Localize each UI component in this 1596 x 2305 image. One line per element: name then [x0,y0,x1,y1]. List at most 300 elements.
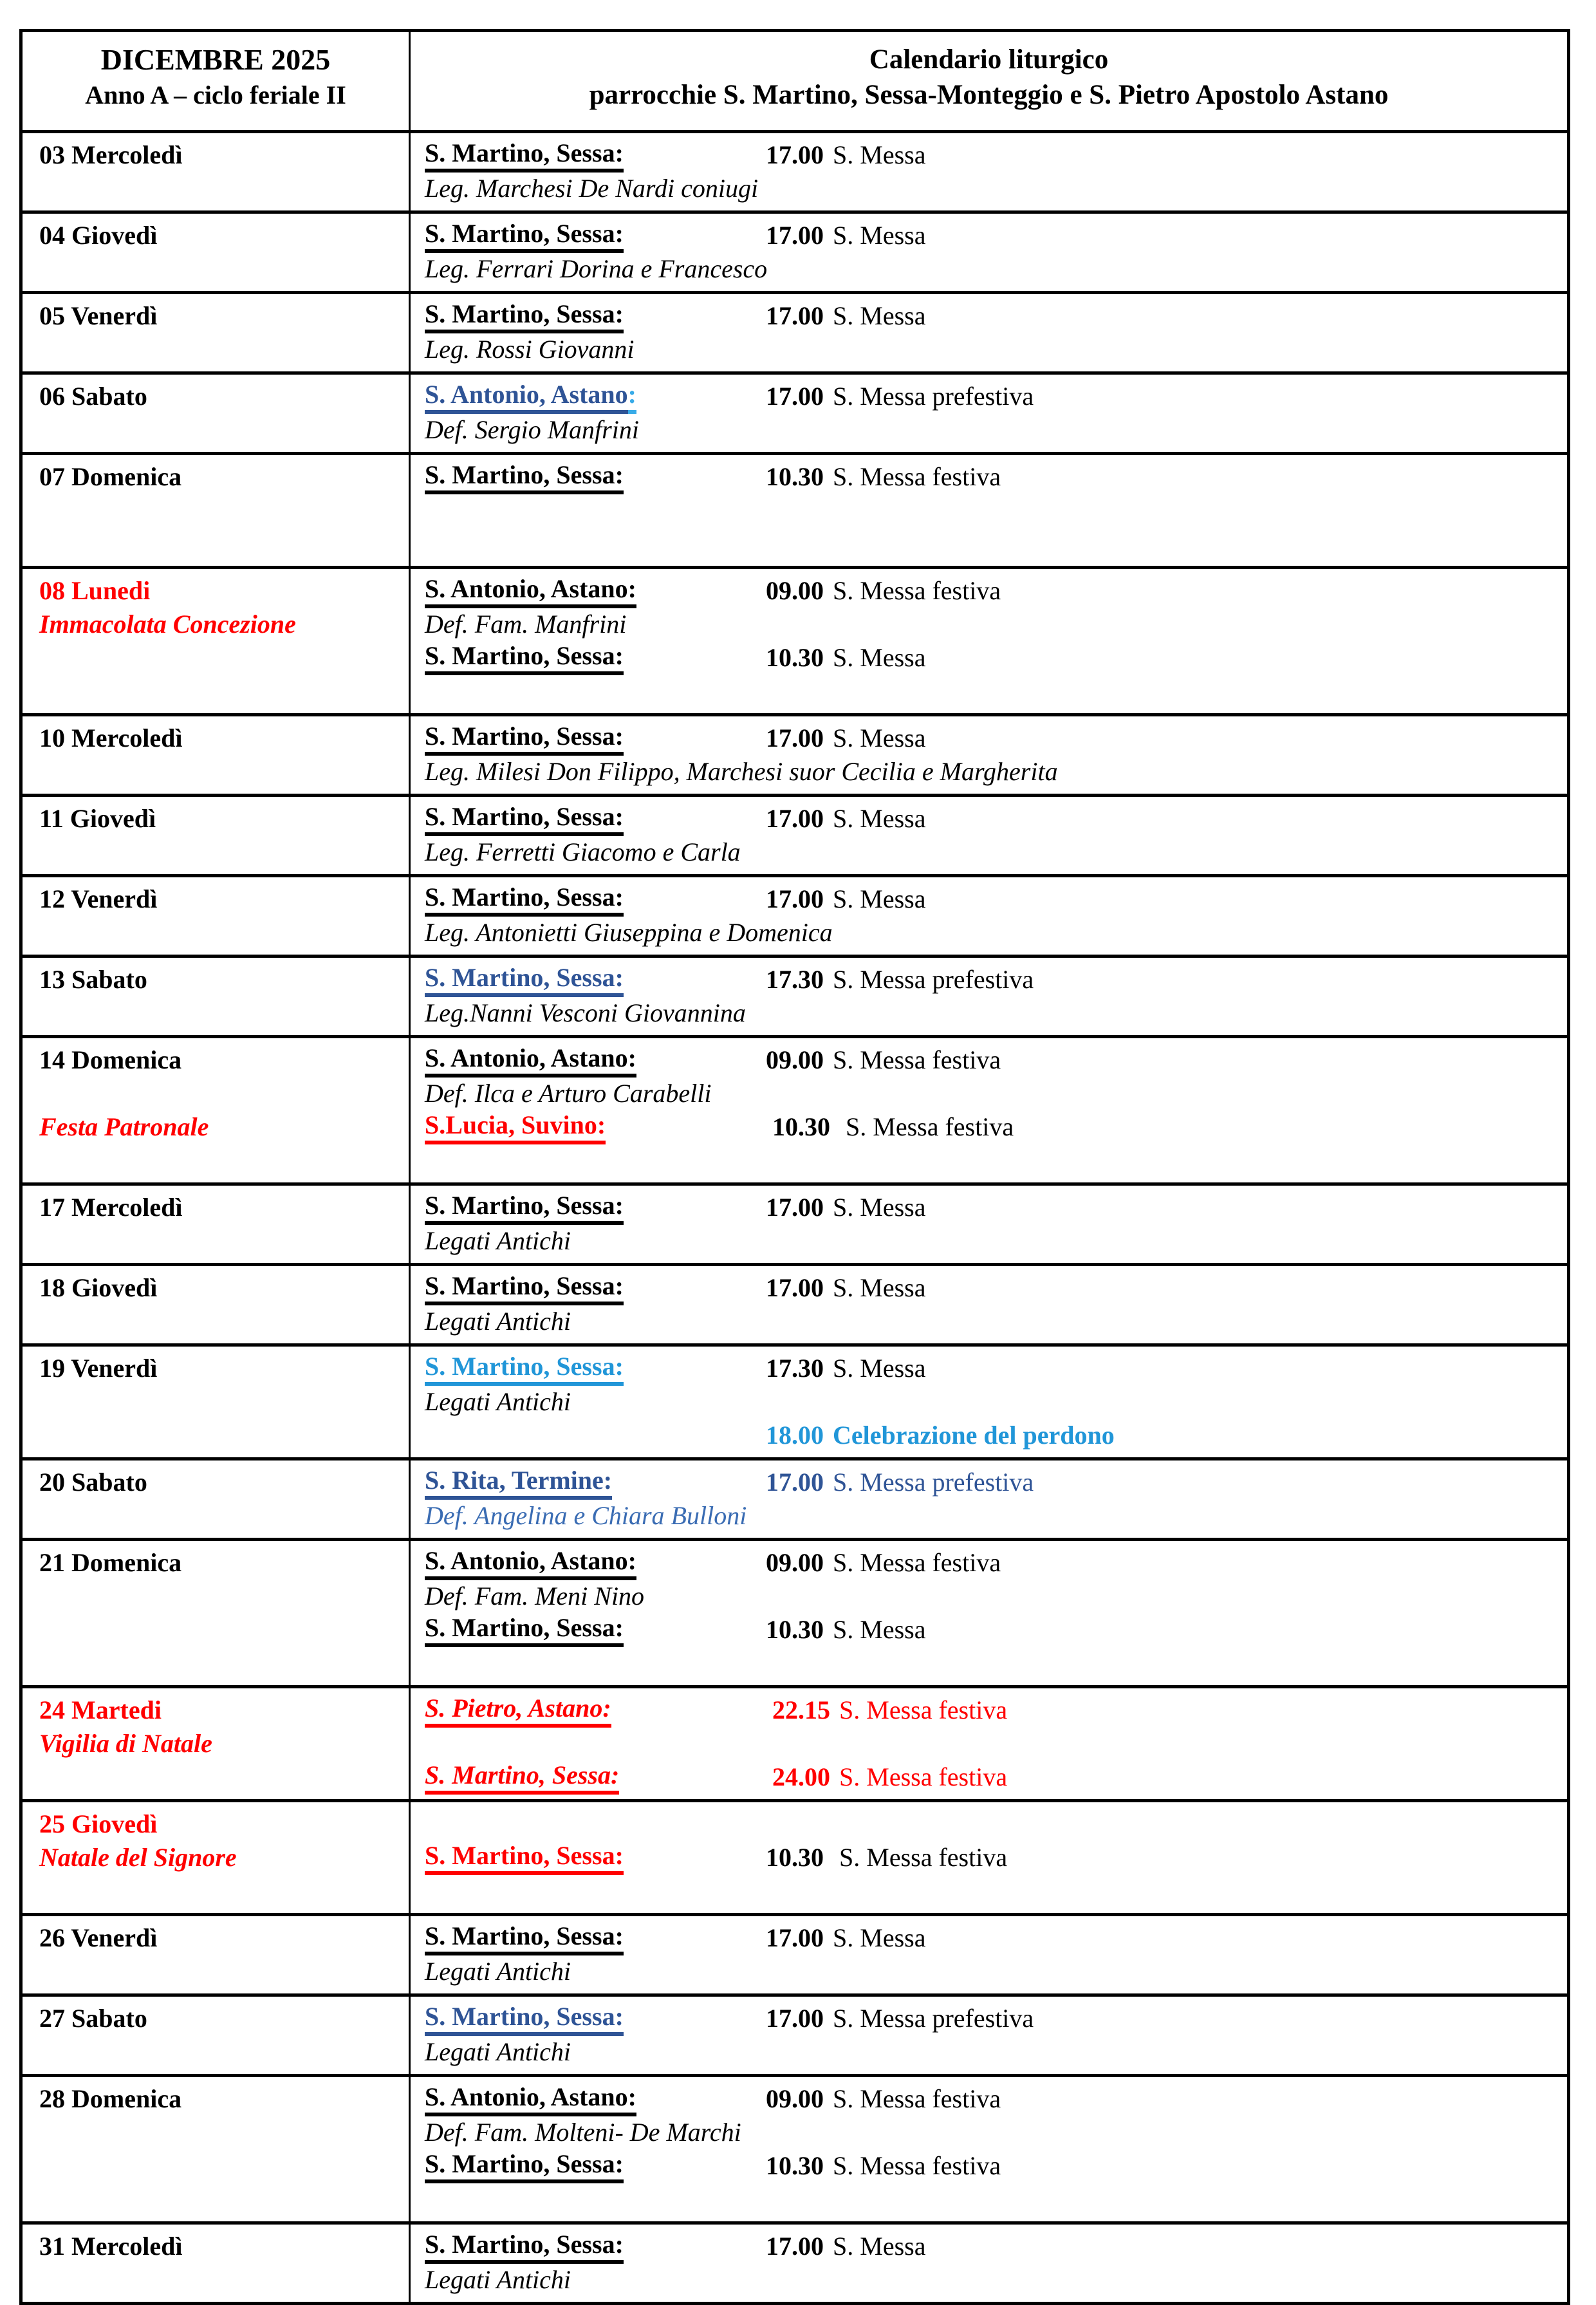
mass-cell [409,797,1567,874]
calendar-row [23,1799,1567,1913]
date-label: 31 Mercoledì [39,2232,183,2261]
calendar-row [23,130,1567,210]
church-label: S. Martino, Sessa: [425,642,624,675]
parishes-subtitle: parrocchie S. Martino, Sessa-Monteggio e S. Pietro Apostolo Astano [589,80,1389,110]
mass-entry-line [425,1112,1558,1145]
date-cell [23,958,409,1035]
calendar-row [23,1035,1567,1182]
mass-entry-line [425,2151,1558,2184]
mass-note: Def. Fam. Molteni- De Marchi [425,2118,741,2147]
date-cell [23,133,409,210]
calendar-row [23,452,1567,566]
mass-note: Legati Antichi [425,2265,571,2294]
date-line [39,1923,402,1956]
calendar-row [23,1263,1567,1343]
church-column [425,140,766,173]
date-label: 11 Giovedì [39,804,156,833]
church-column [425,1614,766,1647]
date-cell [23,294,409,371]
mass-description: S. Messa festiva [833,576,1001,605]
date-cell [23,1460,409,1538]
date-cell [23,455,409,566]
church-label: S. Martino, Sessa: [425,220,624,253]
date-label: 13 Sabato [39,965,147,994]
calendar-row [23,291,1567,371]
note-line [425,1500,1558,1534]
header-row [23,32,1567,130]
calendar-row [23,1685,1567,1799]
church-label: S. Antonio, Astano: [425,1547,636,1580]
mass-entry-line [425,1842,1558,1876]
mass-cell [409,1802,1567,1913]
calendar-row [23,794,1567,874]
mass-cell [409,455,1567,566]
church-label: S. Martino, Sessa: [425,1842,624,1875]
mass-entry-line [425,803,1558,837]
mass-time: 18.00 [766,1421,824,1450]
date-cell [23,1688,409,1799]
church-label: S. Martino, Sessa: [425,2231,624,2264]
church-column [425,1353,766,1386]
mass-description: Celebrazione del perdono [833,1421,1115,1450]
mass-time: 17.30 [766,965,824,994]
church-label: S. Martino, Sessa: [425,2003,624,2036]
mass-cell [409,877,1567,955]
spacer [425,1648,1558,1681]
mass-description: S. Messa festiva [833,2084,1001,2113]
mass-time: 24.00 [766,1762,830,1791]
mass-entry-line [425,2084,1558,2117]
mass-cell [409,1541,1567,1685]
note-line [425,837,1558,870]
date-cell [23,716,409,794]
calendar-row [23,1343,1567,1457]
date-label: 08 Lunedi [39,576,151,605]
mass-entry-line [425,301,1558,334]
month-title: DICEMBRE 2025 [100,43,331,76]
date-cell [23,1347,409,1457]
mass-time: 17.00 [766,804,824,833]
mass-cell [409,1038,1567,1182]
date-label: 19 Venerdì [39,1354,158,1383]
header-title-cell [409,32,1567,130]
note-line [425,334,1558,368]
calendar-table [19,29,1570,2305]
church-label: S. Martino, Sessa: [425,884,624,917]
church-label-colon: : [628,381,636,414]
date-line [39,609,402,642]
mass-cell [409,1997,1567,2074]
date-label: 27 Sabato [39,2004,147,2033]
church-label: S. Martino, Sessa: [425,1273,624,1305]
note-line [425,173,1558,207]
church-column [425,1762,766,1795]
church-column [425,1112,766,1144]
church-column [425,462,766,494]
mass-note: Legati Antichi [425,1387,571,1416]
date-cell [23,2225,409,2302]
church-label: S. Martino, Sessa: [425,723,624,756]
church-column [425,381,766,414]
mass-time: 09.00 [766,576,824,605]
calendar-row [23,2074,1567,2221]
date-label: 21 Domenica [39,1548,182,1577]
church-label: S. Antonio, Astano: [425,575,636,608]
mass-entry-line [425,1467,1558,1500]
date-label: 20 Sabato [39,1468,147,1497]
mass-entry-line [425,1762,1558,1795]
date-label: 12 Venerdì [39,884,158,913]
mass-description: S. Messa [833,301,926,330]
mass-entry-line [425,140,1558,173]
date-cell [23,2077,409,2221]
church-column [425,723,766,756]
mass-time: 17.30 [766,1354,824,1383]
mass-cell [409,1460,1567,1538]
mass-note: Leg. Rossi Giovanni [425,335,635,364]
date-line [39,462,402,495]
calendar-row [23,566,1567,713]
date-cell [23,1541,409,1685]
mass-description: S. Messa [833,804,926,833]
mass-time: 09.00 [766,2084,824,2113]
date-cell [23,797,409,874]
spacer [425,495,1558,528]
mass-time: 17.00 [766,884,824,913]
mass-description: S. Messa festiva [833,2151,1001,2180]
church-column [425,642,766,675]
date-cell [23,1038,409,1182]
mass-time: 17.00 [766,723,824,752]
church-label: S. Pietro, Astano: [425,1695,611,1728]
mass-note: Legati Antichi [425,1307,571,1336]
church-column [425,220,766,253]
date-line [39,2003,402,2037]
mass-time: 10.30 [766,1843,824,1872]
calendar-row [23,2221,1567,2302]
spacer [425,676,1558,709]
mass-note: Leg. Marchesi De Nardi coniugi [425,174,759,203]
mass-cell [409,1186,1567,1263]
note-line [425,2264,1558,2298]
church-label: S. Martino, Sessa: [425,2151,624,2183]
mass-cell [409,375,1567,452]
church-label: S. Martino, Sessa: [425,1192,624,1225]
mass-entry-line [425,381,1558,415]
church-column [425,1547,766,1580]
church-column [425,2231,766,2264]
date-label: 14 Domenica [39,1045,182,1074]
church-label: S. Martino, Sessa: [425,964,624,997]
mass-time: 17.00 [766,140,824,169]
date-line [39,2231,402,2264]
note-line [425,2037,1558,2070]
mass-time: 17.00 [766,2232,824,2261]
date-line [39,575,402,609]
mass-time: 17.00 [766,1923,824,1952]
note-line [425,917,1558,951]
mass-note: Leg.Nanni Vesconi Giovannina [425,998,746,1027]
mass-description: S. Messa [833,1193,926,1222]
date-label: 06 Sabato [39,382,147,411]
mass-entry-line [425,964,1558,998]
mass-description: S. Messa [833,723,926,752]
mass-entry-line [425,884,1558,917]
church-column [425,1842,766,1875]
date-cell [23,1266,409,1343]
date-cell [23,877,409,955]
church-label: S. Martino, Sessa: [425,803,624,836]
date-line [39,301,402,334]
mass-description: S. Messa [833,884,926,913]
date-label: 26 Venerdì [39,1923,158,1952]
mass-note: Legati Antichi [425,1226,571,1255]
note-line [425,1581,1558,1614]
church-column [425,1273,766,1305]
mass-note: Legati Antichi [425,1957,571,1986]
date-label: 17 Mercoledì [39,1193,183,1222]
mass-entry-line [425,1614,1558,1648]
mass-description: S. Messa prefestiva [833,382,1034,411]
date-label: 18 Giovedì [39,1273,158,1302]
mass-time: 17.00 [766,1273,824,1302]
date-line [39,964,402,998]
calendar-row [23,874,1567,955]
church-column [425,1467,766,1500]
spacer [425,528,1558,562]
church-column [425,2151,766,2183]
note-line [425,1306,1558,1339]
date-line [39,381,402,415]
spacer [425,1809,1558,1842]
mass-description: S. Messa [833,221,926,250]
mass-description: S. Messa [833,140,926,169]
church-column [425,2003,766,2036]
date-label: Immacolata Concezione [39,610,296,639]
date-line [39,1353,402,1386]
cycle-subtitle: Anno A – ciclo feriale II [85,80,346,109]
date-label: 04 Giovedì [39,221,158,250]
mass-description: S. Messa festiva [839,1112,1014,1141]
date-line [39,1192,402,1226]
date-line [39,1273,402,1306]
church-column [425,2084,766,2116]
calendar-row [23,1993,1567,2074]
mass-time: 09.00 [766,1548,824,1577]
church-label: S. Martino, Sessa: [425,1923,624,1955]
date-line [39,1045,402,1078]
mass-entry-line [425,2231,1558,2264]
calendar-row [23,1457,1567,1538]
mass-time: 10.30 [766,1615,824,1644]
church-column [425,803,766,836]
mass-time: 17.00 [766,301,824,330]
mass-note: Leg. Milesi Don Filippo, Marchesi suor Cecilia e Margherita [425,757,1058,786]
church-column [425,884,766,917]
church-column [425,1192,766,1225]
mass-time: 09.00 [766,1045,824,1074]
mass-entry-line [425,1192,1558,1226]
date-line [39,1467,402,1500]
church-label: S. Antonio, Astano: [425,1045,636,1078]
church-label: S. Antonio, Astano [425,381,628,414]
mass-description: S. Messa [833,1273,926,1302]
church-label: S. Martino, Sessa: [425,1614,624,1647]
mass-cell [409,1347,1567,1457]
note-line [425,254,1558,287]
mass-description: S. Messa [833,2232,926,2261]
mass-time: 10.30 [766,462,824,491]
date-line [39,884,402,917]
mass-cell [409,133,1567,210]
mass-entry-line [425,1547,1558,1581]
mass-description: S. Messa [833,643,926,672]
note-line [425,1386,1558,1420]
mass-time: 22.15 [766,1695,830,1724]
note-line [425,1956,1558,1990]
church-label: S. Martino, Sessa: [425,1353,624,1386]
church-label: S.Lucia, Suvino: [425,1112,606,1144]
date-line [39,1695,402,1728]
mass-note: Leg. Ferrari Dorina e Francesco [425,254,768,283]
mass-cell [409,569,1567,713]
date-line [39,140,402,173]
date-label: Festa Patronale [39,1112,209,1141]
date-label: 28 Domenica [39,2084,182,2113]
date-cell [23,569,409,713]
church-label: S. Martino, Sessa: [425,462,624,494]
church-label: S. Antonio, Astano: [425,2084,636,2116]
mass-description: S. Messa [833,1923,926,1952]
mass-entry-line [425,1420,1558,1453]
mass-description: S. Messa [833,1354,926,1383]
mass-entry-line [425,1353,1558,1386]
date-label: Vigilia di Natale [39,1729,212,1758]
spacer [425,1728,1558,1762]
calendar-row [23,1182,1567,1263]
date-line [39,1728,402,1762]
date-cell [23,214,409,291]
date-label: 10 Mercoledì [39,723,183,752]
mass-note: Def. Fam. Manfrini [425,610,627,639]
mass-time: 17.00 [766,382,824,411]
date-cell [23,1916,409,1993]
mass-entry-line [425,1923,1558,1956]
church-column [425,1923,766,1955]
date-label: Natale del Signore [39,1843,237,1872]
mass-time: 17.00 [766,2004,824,2033]
church-label: S. Rita, Termine: [425,1467,612,1500]
mass-entry-line [425,723,1558,756]
calendar-row [23,713,1567,794]
mass-cell [409,958,1567,1035]
mass-entry-line [425,1045,1558,1078]
mass-entry-line [425,1273,1558,1306]
mass-time: 10.30 [766,1112,830,1141]
spacer [425,2184,1558,2217]
mass-cell [409,1688,1567,1799]
date-label: 07 Domenica [39,462,182,491]
note-line [425,756,1558,790]
header-month-cell [23,32,409,130]
note-line [425,998,1558,1031]
mass-time: 17.00 [766,1468,824,1497]
mass-description: S. Messa festiva [839,1762,1008,1791]
mass-cell [409,716,1567,794]
church-column [425,1045,766,1078]
mass-description: S. Messa festiva [839,1695,1008,1724]
mass-note: Leg. Ferretti Giacomo e Carla [425,837,741,866]
date-label: 05 Venerdì [39,301,158,330]
mass-cell [409,2225,1567,2302]
spacer [39,1078,402,1112]
date-label: 24 Martedi [39,1695,162,1724]
calendar-row [23,1913,1567,1993]
mass-note: Legati Antichi [425,2037,571,2066]
mass-entry-line [425,2003,1558,2037]
mass-note: Def. Fam. Meni Nino [425,1582,645,1610]
calendar-row [23,955,1567,1035]
date-line [39,1112,402,1145]
date-line [39,1809,402,1842]
spacer [425,1145,1558,1179]
church-column [425,1695,766,1728]
date-label: 25 Giovedì [39,1809,158,1838]
date-line [39,803,402,837]
mass-entry-line [425,1695,1558,1728]
mass-note: Def. Sergio Manfrini [425,415,639,444]
mass-time: 17.00 [766,1193,824,1222]
mass-entry-line [425,220,1558,254]
mass-note: Leg. Antonietti Giuseppina e Domenica [425,918,833,947]
calendar-title: Calendario liturgico [869,44,1109,75]
calendar-row [23,1538,1567,1685]
mass-description: S. Messa festiva [833,1843,1008,1872]
note-line [425,1078,1558,1112]
mass-time: 10.30 [766,2151,824,2180]
spacer [425,1876,1558,1909]
church-label: S. Martino, Sessa: [425,301,624,333]
date-label: 03 Mercoledì [39,140,183,169]
mass-entry-line [425,642,1558,676]
mass-description: S. Messa festiva [833,1045,1001,1074]
mass-cell [409,1916,1567,1993]
mass-description: S. Messa [833,1615,926,1644]
church-label: S. Martino, Sessa: [425,1762,619,1795]
church-column [425,964,766,997]
date-cell [23,375,409,452]
date-line [39,1547,402,1581]
calendar-row [23,371,1567,452]
mass-time: 17.00 [766,221,824,250]
mass-entry-line [425,462,1558,495]
date-cell [23,1997,409,2074]
mass-description: S. Messa prefestiva [833,2004,1034,2033]
mass-note: Def. Angelina e Chiara Bulloni [425,1501,747,1530]
date-cell [23,1802,409,1913]
date-cell [23,1186,409,1263]
note-line [425,609,1558,642]
mass-entry-line [425,575,1558,609]
mass-description: S. Messa festiva [833,462,1001,491]
note-line [425,2117,1558,2151]
mass-description: S. Messa festiva [833,1548,1001,1577]
date-line [39,1842,402,1876]
mass-description: S. Messa prefestiva [833,965,1034,994]
mass-cell [409,214,1567,291]
calendar-row [23,210,1567,291]
mass-cell [409,1266,1567,1343]
